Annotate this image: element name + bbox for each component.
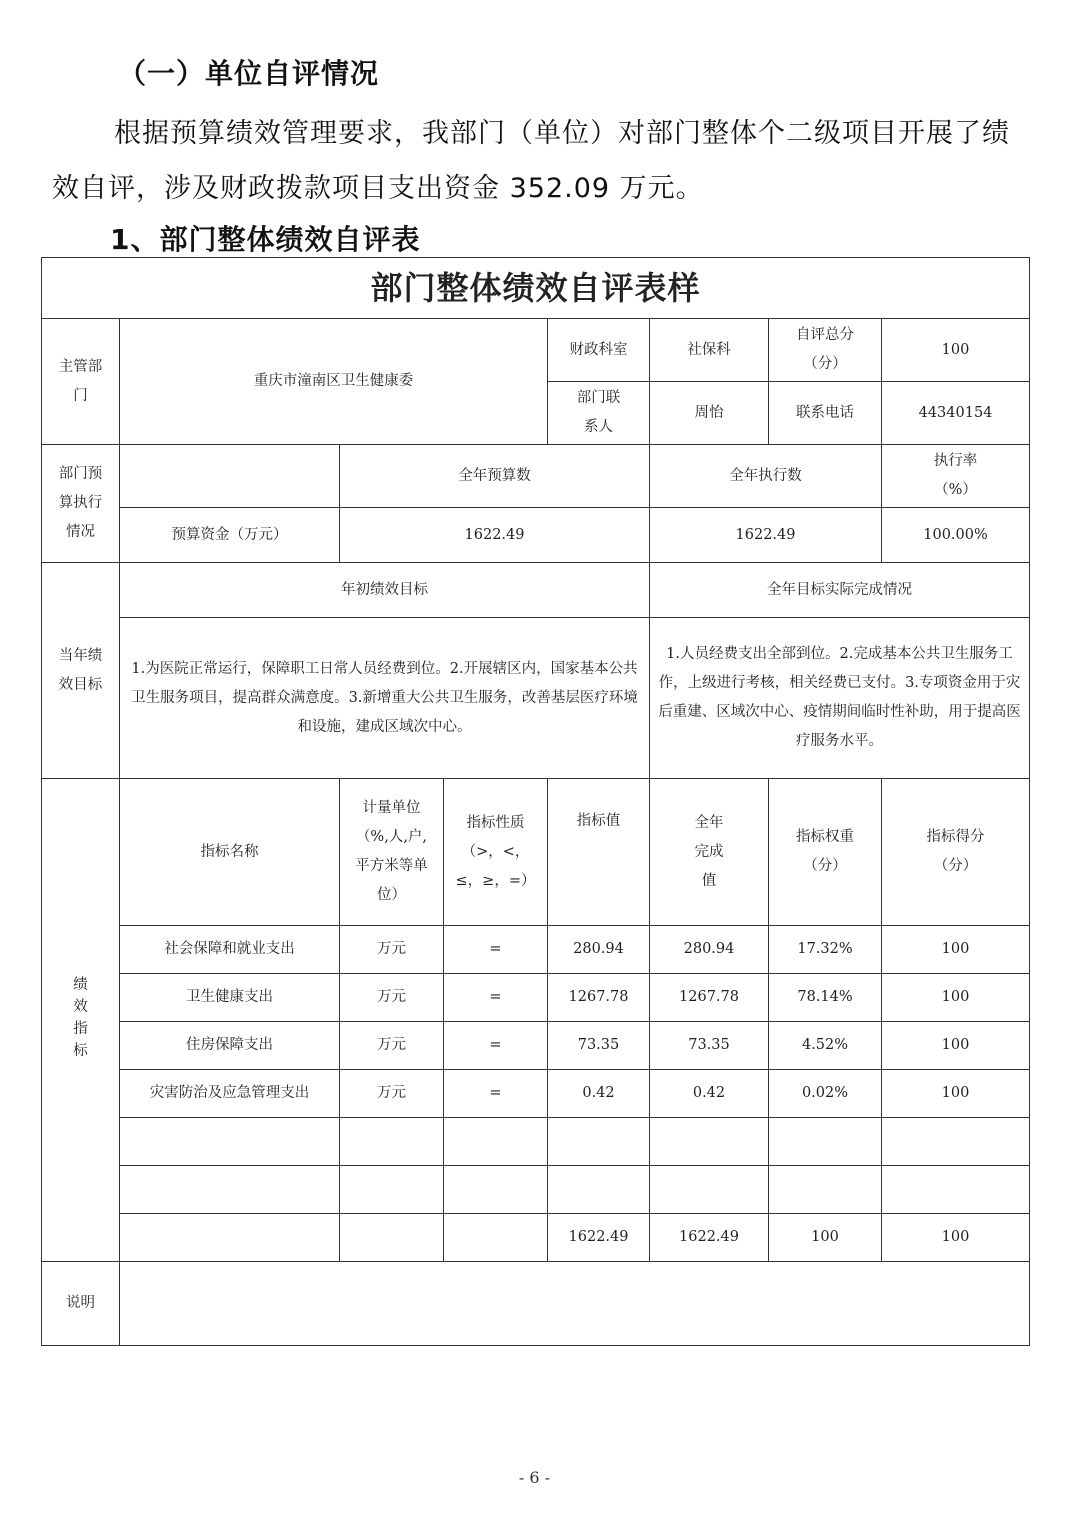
row-score: 100 (882, 974, 1030, 1022)
row-done: 1267.78 (650, 974, 769, 1022)
table-row (42, 974, 1030, 1022)
budget-col-rate: 执行率（%） (882, 445, 1030, 508)
row-name: 灾害防治及应急管理支出 (120, 1070, 340, 1118)
row-weight: 4.52% (769, 1022, 882, 1070)
contact-label: 部门联系人 (548, 382, 650, 445)
empty-row (42, 1118, 1030, 1166)
budget-blank (120, 445, 340, 508)
note-content (120, 1262, 1030, 1346)
goal-label: 当年绩效目标 (42, 563, 120, 779)
table-row (42, 926, 1030, 974)
total-score: 100 (882, 1214, 1030, 1262)
note-label: 说明 (42, 1262, 120, 1346)
budget-label: 部门预算执行情况 (42, 445, 120, 563)
col-score: 指标得分（分） (882, 779, 1030, 926)
col-weight: 指标权重（分） (769, 779, 882, 926)
budget-row-label: 预算资金（万元） (120, 508, 340, 563)
row-unit: 万元 (340, 926, 444, 974)
col-unit: 计量单位（%,人,户,平方米等单位） (340, 779, 444, 926)
total-weight: 100 (769, 1214, 882, 1262)
row-score: 100 (882, 1022, 1030, 1070)
row-score: 100 (882, 926, 1030, 974)
budget-exec: 1622.49 (650, 508, 882, 563)
col-target-value: 指标值 (548, 779, 650, 926)
phone-value: 44340154 (882, 382, 1030, 445)
row-weight: 0.02% (769, 1070, 882, 1118)
intro-paragraph: 根据预算绩效管理要求，我部门（单位）对部门整体个二级项目开展了绩效自评，涉及财政拨款项目支出资金 352.09 万元。 (52, 118, 1010, 204)
col-indicator-name: 指标名称 (120, 779, 340, 926)
row-weight: 78.14% (769, 974, 882, 1022)
table-title: 部门整体绩效自评表样 (42, 258, 1030, 319)
row-unit: 万元 (340, 1022, 444, 1070)
row-done: 73.35 (650, 1022, 769, 1070)
row-done: 280.94 (650, 926, 769, 974)
row-weight: 17.32% (769, 926, 882, 974)
row-nature: = (444, 1070, 548, 1118)
row-name: 卫生健康支出 (120, 974, 340, 1022)
row-value: 280.94 (548, 926, 650, 974)
row-name: 社会保障和就业支出 (120, 926, 340, 974)
row-unit: 万元 (340, 1070, 444, 1118)
budget-col-exec: 全年执行数 (650, 445, 882, 508)
self-evaluation-table (41, 257, 1030, 1346)
row-nature: = (444, 974, 548, 1022)
section-heading: （一）单位自评情况 (118, 57, 380, 90)
indicator-label: 绩效指标 (42, 779, 120, 1262)
budget-col-total: 全年预算数 (340, 445, 650, 508)
row-nature: = (444, 926, 548, 974)
row-name: 住房保障支出 (120, 1022, 340, 1070)
dept-label: 主管部门 (42, 319, 120, 445)
row-score: 100 (882, 1070, 1030, 1118)
empty-row (42, 1166, 1030, 1214)
goal-text-initial: 1.为医院正常运行，保障职工日常人员经费到位。2.开展辖区内，国家基本公共卫生服务项目，提高群众满意度。3.新增重大公共卫生服务，改善基层医疗环境和设施，建成区域次中心。 (120, 618, 650, 779)
page-number: - 6 - (518, 1468, 551, 1487)
row-value: 73.35 (548, 1022, 650, 1070)
office-label: 财政科室 (548, 319, 650, 382)
table-row (42, 1070, 1030, 1118)
row-value: 1267.78 (548, 974, 650, 1022)
dept-name: 重庆市潼南区卫生健康委 (120, 319, 548, 445)
goal-text-actual: 1.人员经费支出全部到位。2.完成基本公共卫生服务工作，上级进行考核，相关经费已支付。3.专项资金用于灾后重建、区域次中心、疫情期间临时性补助，用于提高医疗服务水平。 (650, 618, 1030, 779)
row-value: 0.42 (548, 1070, 650, 1118)
contact-name: 周怡 (650, 382, 769, 445)
budget-rate: 100.00% (882, 508, 1030, 563)
row-unit: 万元 (340, 974, 444, 1022)
score-label: 自评总分（分） (769, 319, 882, 382)
office-value: 社保科 (650, 319, 769, 382)
row-nature: = (444, 1022, 548, 1070)
col-done-value: 全年完成值 (650, 779, 769, 926)
goal-head-initial: 年初绩效目标 (120, 563, 650, 618)
table-row (42, 1022, 1030, 1070)
budget-total: 1622.49 (340, 508, 650, 563)
total-value: 1622.49 (548, 1214, 650, 1262)
score-value: 100 (882, 319, 1030, 382)
table-heading: 1、部门整体绩效自评表 (110, 223, 421, 256)
total-done: 1622.49 (650, 1214, 769, 1262)
col-nature: 指标性质（>，<，≤，≥，=） (444, 779, 548, 926)
row-done: 0.42 (650, 1070, 769, 1118)
total-row (42, 1214, 1030, 1262)
phone-label: 联系电话 (769, 382, 882, 445)
goal-head-actual: 全年目标实际完成情况 (650, 563, 1030, 618)
